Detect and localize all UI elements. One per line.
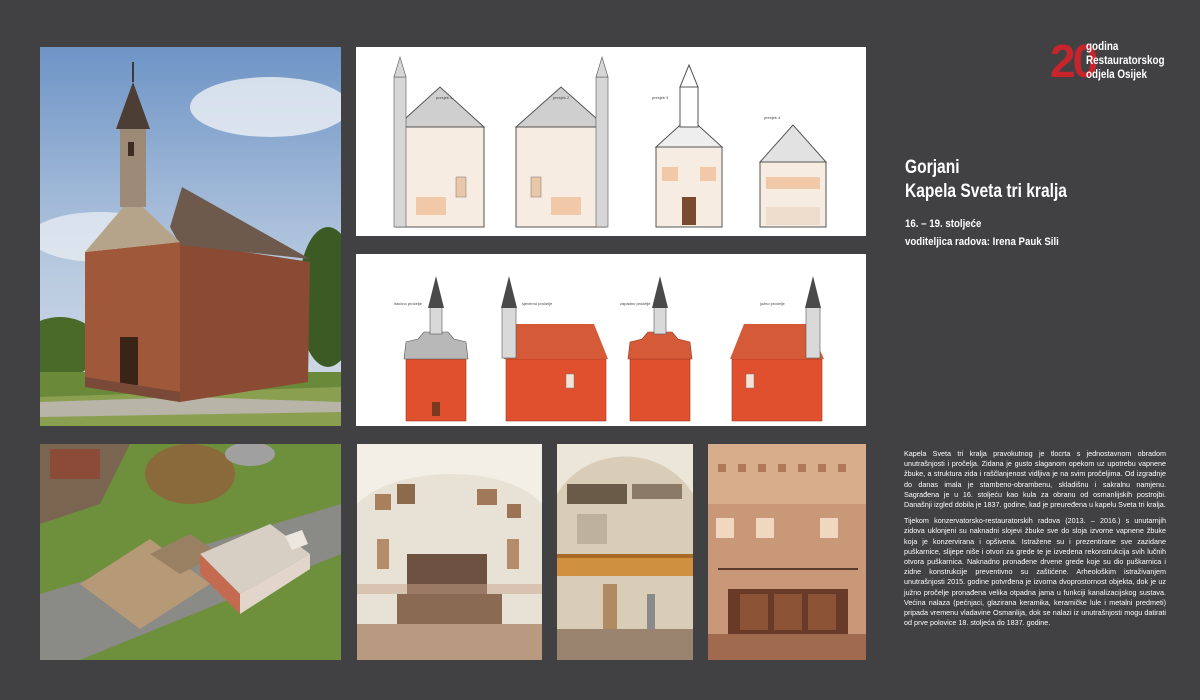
section-label-1: presjek 1 bbox=[436, 95, 453, 100]
section-label-4: presjek 4 bbox=[764, 115, 781, 120]
period-label: 16. – 19. stoljeće bbox=[905, 218, 982, 230]
section-drawing-1 bbox=[394, 57, 484, 227]
description-text bbox=[904, 449, 1166, 634]
elevation-north bbox=[501, 276, 608, 421]
section-label-3: presjek 3 bbox=[652, 95, 669, 100]
logo-text bbox=[1086, 40, 1165, 82]
elevation-west bbox=[628, 276, 692, 421]
interior-photo-3 bbox=[708, 444, 866, 660]
logo-number: 20 bbox=[1050, 35, 1096, 87]
interior-photo-2 bbox=[557, 444, 693, 660]
elevation-label-1: istočno pročelje bbox=[394, 301, 422, 306]
logo-line-1: godina bbox=[1086, 41, 1119, 53]
paragraph-1: Kapela Sveta tri kralja pravokutnog je tlocrta s jednostavnom obradom unutrašnjosti i pročelja. Zidana je gusto slaganom opekom uz upotrebu vapnene žbuke, a struktura zida i raščlanjenost vidljiva je na svim pročeljima. Od izgradnje do danas imala je stambeno-obrambenu, skladišnu i sakralnu namjenu. Sagrađena je u 16. stoljeću kao kula za obranu od osmanlijskih postrojbi. Današnji izgled dobila je 1837. godine, kad je preuređena u kapelu Sveta tri kralja. bbox=[904, 449, 1166, 510]
interior-photo-1 bbox=[357, 444, 542, 660]
logo-line-2: Restauratorskog bbox=[1086, 55, 1165, 67]
section-label-2: presjek 2 bbox=[553, 95, 570, 100]
elevation-label-4: južno pročelje bbox=[760, 301, 785, 306]
section-drawing-4 bbox=[760, 125, 826, 227]
elevation-label-2: sjeverno pročelje bbox=[522, 301, 553, 306]
section-drawing-2 bbox=[516, 57, 608, 227]
chapel-exterior-photo bbox=[40, 47, 341, 426]
page-title bbox=[905, 156, 1135, 204]
section-drawing-3 bbox=[656, 65, 722, 227]
title-place: Gorjani bbox=[905, 157, 960, 178]
logo-line-3: odjela Osijek bbox=[1086, 69, 1148, 81]
elevation-east bbox=[404, 276, 468, 421]
paragraph-2: Tijekom konzervatorsko-restauratorskih radova (2013. – 2016.) s unutarnjih zidova uklonjeni su naknadni slojevi žbuke sve do sloja izvorne vapnene žbuke koja je konzervirana i opšivena. Istražene su i prezentirane sve zazidane puškarnice, slijepe niše i otvori za grede te je izvedena rekonstrukcija svih lučnih otvora puškarnica. Naknadno pronađene drvene grede koje su dio puškarnica i zidne konstrukcije preventivno su zaštićene. Arheološkim istraživanjem unutrašnjosti 2015. godine potvrđena je izvorna dvoprostornost objekta, dok je uz južno pročelje pronađena velika otpadna jama u funkciji kanalizacijskog sustava. Većina nalaza (pećnjaci, glazirana keramika, keramičke lule i metalni predmeti) pripada vremenu vladavine Osmanlija, dok se nalazi iz unutrašnjosti mogu datirati od prve polovice 18. stoljeća do 1837. godine. bbox=[904, 516, 1166, 628]
anniversary-logo bbox=[1050, 35, 1190, 88]
title-name: Kapela Sveta tri kralja bbox=[905, 181, 1067, 202]
cross-sections-panel bbox=[356, 47, 866, 236]
elevation-label-3: zapadno pročelje bbox=[620, 301, 651, 306]
elevations-panel bbox=[356, 254, 866, 426]
elevation-south bbox=[730, 276, 824, 421]
lead-label: voditeljica radova: Irena Pauk Sili bbox=[905, 236, 1059, 248]
aerial-excavation-photo bbox=[40, 444, 341, 660]
